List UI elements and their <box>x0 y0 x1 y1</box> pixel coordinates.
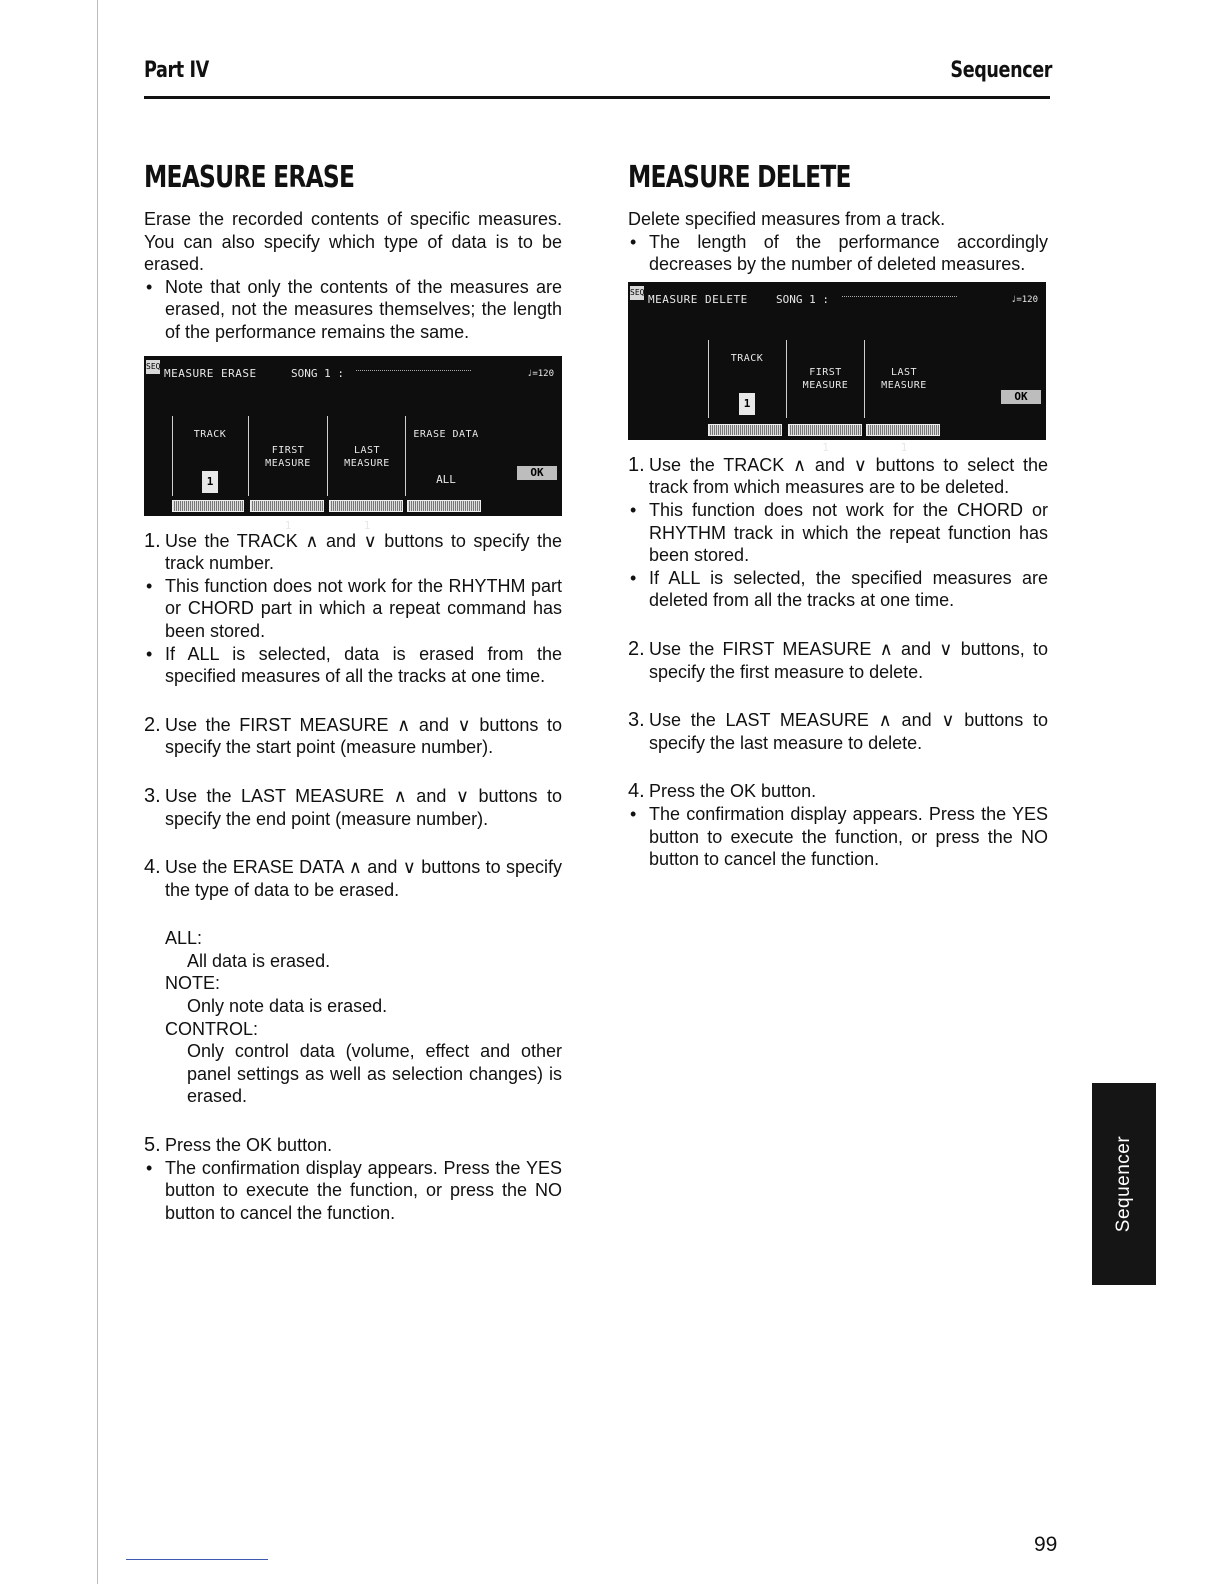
last-measure-button[interactable] <box>329 500 403 512</box>
track-cell: TRACK 1 <box>708 340 785 418</box>
header-rule <box>144 96 1050 99</box>
display-title: MEASURE ERASE <box>164 366 257 380</box>
first-measure-button[interactable] <box>788 424 862 436</box>
track-value: 1 <box>202 471 219 494</box>
ok-button[interactable]: OK <box>1001 390 1041 404</box>
measure-delete-title: MEASURE DELETE <box>628 160 851 195</box>
def-desc: Only note data is erased. <box>187 996 388 1017</box>
first-measure-cell: FIRST MEASURE 1 <box>786 340 864 418</box>
erase-data-cell: ERASE DATA ALL <box>405 416 486 496</box>
step-item: 4. Use the ERASE DATA ∧ and ∨ buttons to specify the type of data to be erased. <box>144 856 562 900</box>
step-bullet: • The confirmation display appears. Press the YES button to execute the function, or press the NO button to cancel the function. <box>144 1157 562 1225</box>
step-bullet: • This function does not work for the RHYTHM part or CHORD part in which a repeat command has been stored. <box>144 575 562 643</box>
footer-rule <box>126 1559 268 1560</box>
last-measure-cell: LAST MEASURE 1 <box>864 340 943 418</box>
display-song: SONG 1 : <box>291 366 344 380</box>
measure-delete-note: • The length of the performance accordingly decreases by the number of deleted measures. <box>628 231 1048 276</box>
display-tempo: ♩=120 <box>1010 294 1038 305</box>
step-bullet: • The confirmation display appears. Press the YES button to execute the function, or press the NO button to cancel the function. <box>628 803 1048 871</box>
step-item: 4. Press the OK button. <box>628 780 817 803</box>
track-button[interactable] <box>708 424 782 436</box>
display-song: SONG 1 : <box>776 292 829 306</box>
track-value: 1 <box>739 393 756 416</box>
binding-edge <box>97 0 98 1584</box>
step-item: 5. Press the OK button. <box>144 1134 333 1157</box>
step-item: 1. Use the TRACK ∧ and ∨ buttons to select the track from which measures are to be deleted. <box>628 453 1048 498</box>
last-measure-button[interactable] <box>866 424 940 436</box>
step-item: 3. Use the LAST MEASURE ∧ and ∨ buttons to specify the last measure to delete. <box>628 709 1048 753</box>
section-tab <box>1092 1083 1156 1285</box>
first-measure-button[interactable] <box>250 500 324 512</box>
ok-button[interactable]: OK <box>517 466 557 480</box>
measure-erase-title: MEASURE ERASE <box>144 160 355 195</box>
section-tab-label: Sequencer <box>1113 1135 1134 1233</box>
def-desc: Only control data (volume, effect and other panel settings as well as selection changes) is erased. <box>187 1041 562 1107</box>
display-tempo: ♩=120 <box>526 368 554 379</box>
first-measure-cell: FIRST MEASURE 1 <box>248 416 327 496</box>
step-bullet: • If ALL is selected, the specified measures are deleted from all the tracks at one time. <box>628 567 1048 612</box>
measure-erase-column <box>144 160 562 1224</box>
def-term: ALL: <box>165 928 203 949</box>
last-measure-cell: LAST MEASURE 1 <box>327 416 406 496</box>
def-term: NOTE: <box>165 973 221 994</box>
measure-delete-display <box>628 282 1046 454</box>
mode-icon: SEQ <box>630 286 644 300</box>
step-item: 2. Use the FIRST MEASURE ∧ and ∨ buttons, to specify the first measure to delete. <box>628 637 1048 682</box>
step-item: 2. Use the FIRST MEASURE ∧ and ∨ buttons to specify the start point (measure number). <box>144 713 562 758</box>
step-bullet: • If ALL is selected, data is erased from the specified measures of all the tracks at one time. <box>144 643 562 688</box>
measure-erase-display <box>144 356 562 532</box>
display-song-name-dots <box>842 296 957 297</box>
step-item: 3. Use the LAST MEASURE ∧ and ∨ buttons to specify the end point (measure number). <box>144 784 562 829</box>
measure-delete-column <box>628 160 1048 871</box>
display-title: MEASURE DELETE <box>648 292 748 306</box>
erase-data-button[interactable] <box>407 500 481 512</box>
step-bullet: • This function does not work for the CHORD or RHYTHM track in which the repeat function has been stored. <box>628 499 1048 567</box>
track-button[interactable] <box>172 500 244 512</box>
def-term: CONTROL: <box>165 1018 259 1039</box>
measure-erase-intro: Erase the recorded contents of specific measures. You can also specify which type of data is to be erased. <box>144 209 562 275</box>
display-song-name-dots <box>356 370 471 371</box>
measure-delete-intro: Delete specified measures from a track. <box>628 209 946 229</box>
mode-icon: SEQ <box>146 360 160 374</box>
def-desc: All data is erased. <box>187 950 331 971</box>
step-item: 1. Use the TRACK ∧ and ∨ buttons to specify the track number. <box>144 529 562 574</box>
section-heading: Sequencer <box>950 58 1052 83</box>
track-cell: TRACK 1 <box>172 416 247 496</box>
page-number: 99 <box>1034 1533 1058 1556</box>
measure-erase-note: • Note that only the contents of the measures are erased, not the measures themselves; the length of the performance remains the same. <box>144 276 562 344</box>
part-heading: Part IV <box>144 58 209 83</box>
